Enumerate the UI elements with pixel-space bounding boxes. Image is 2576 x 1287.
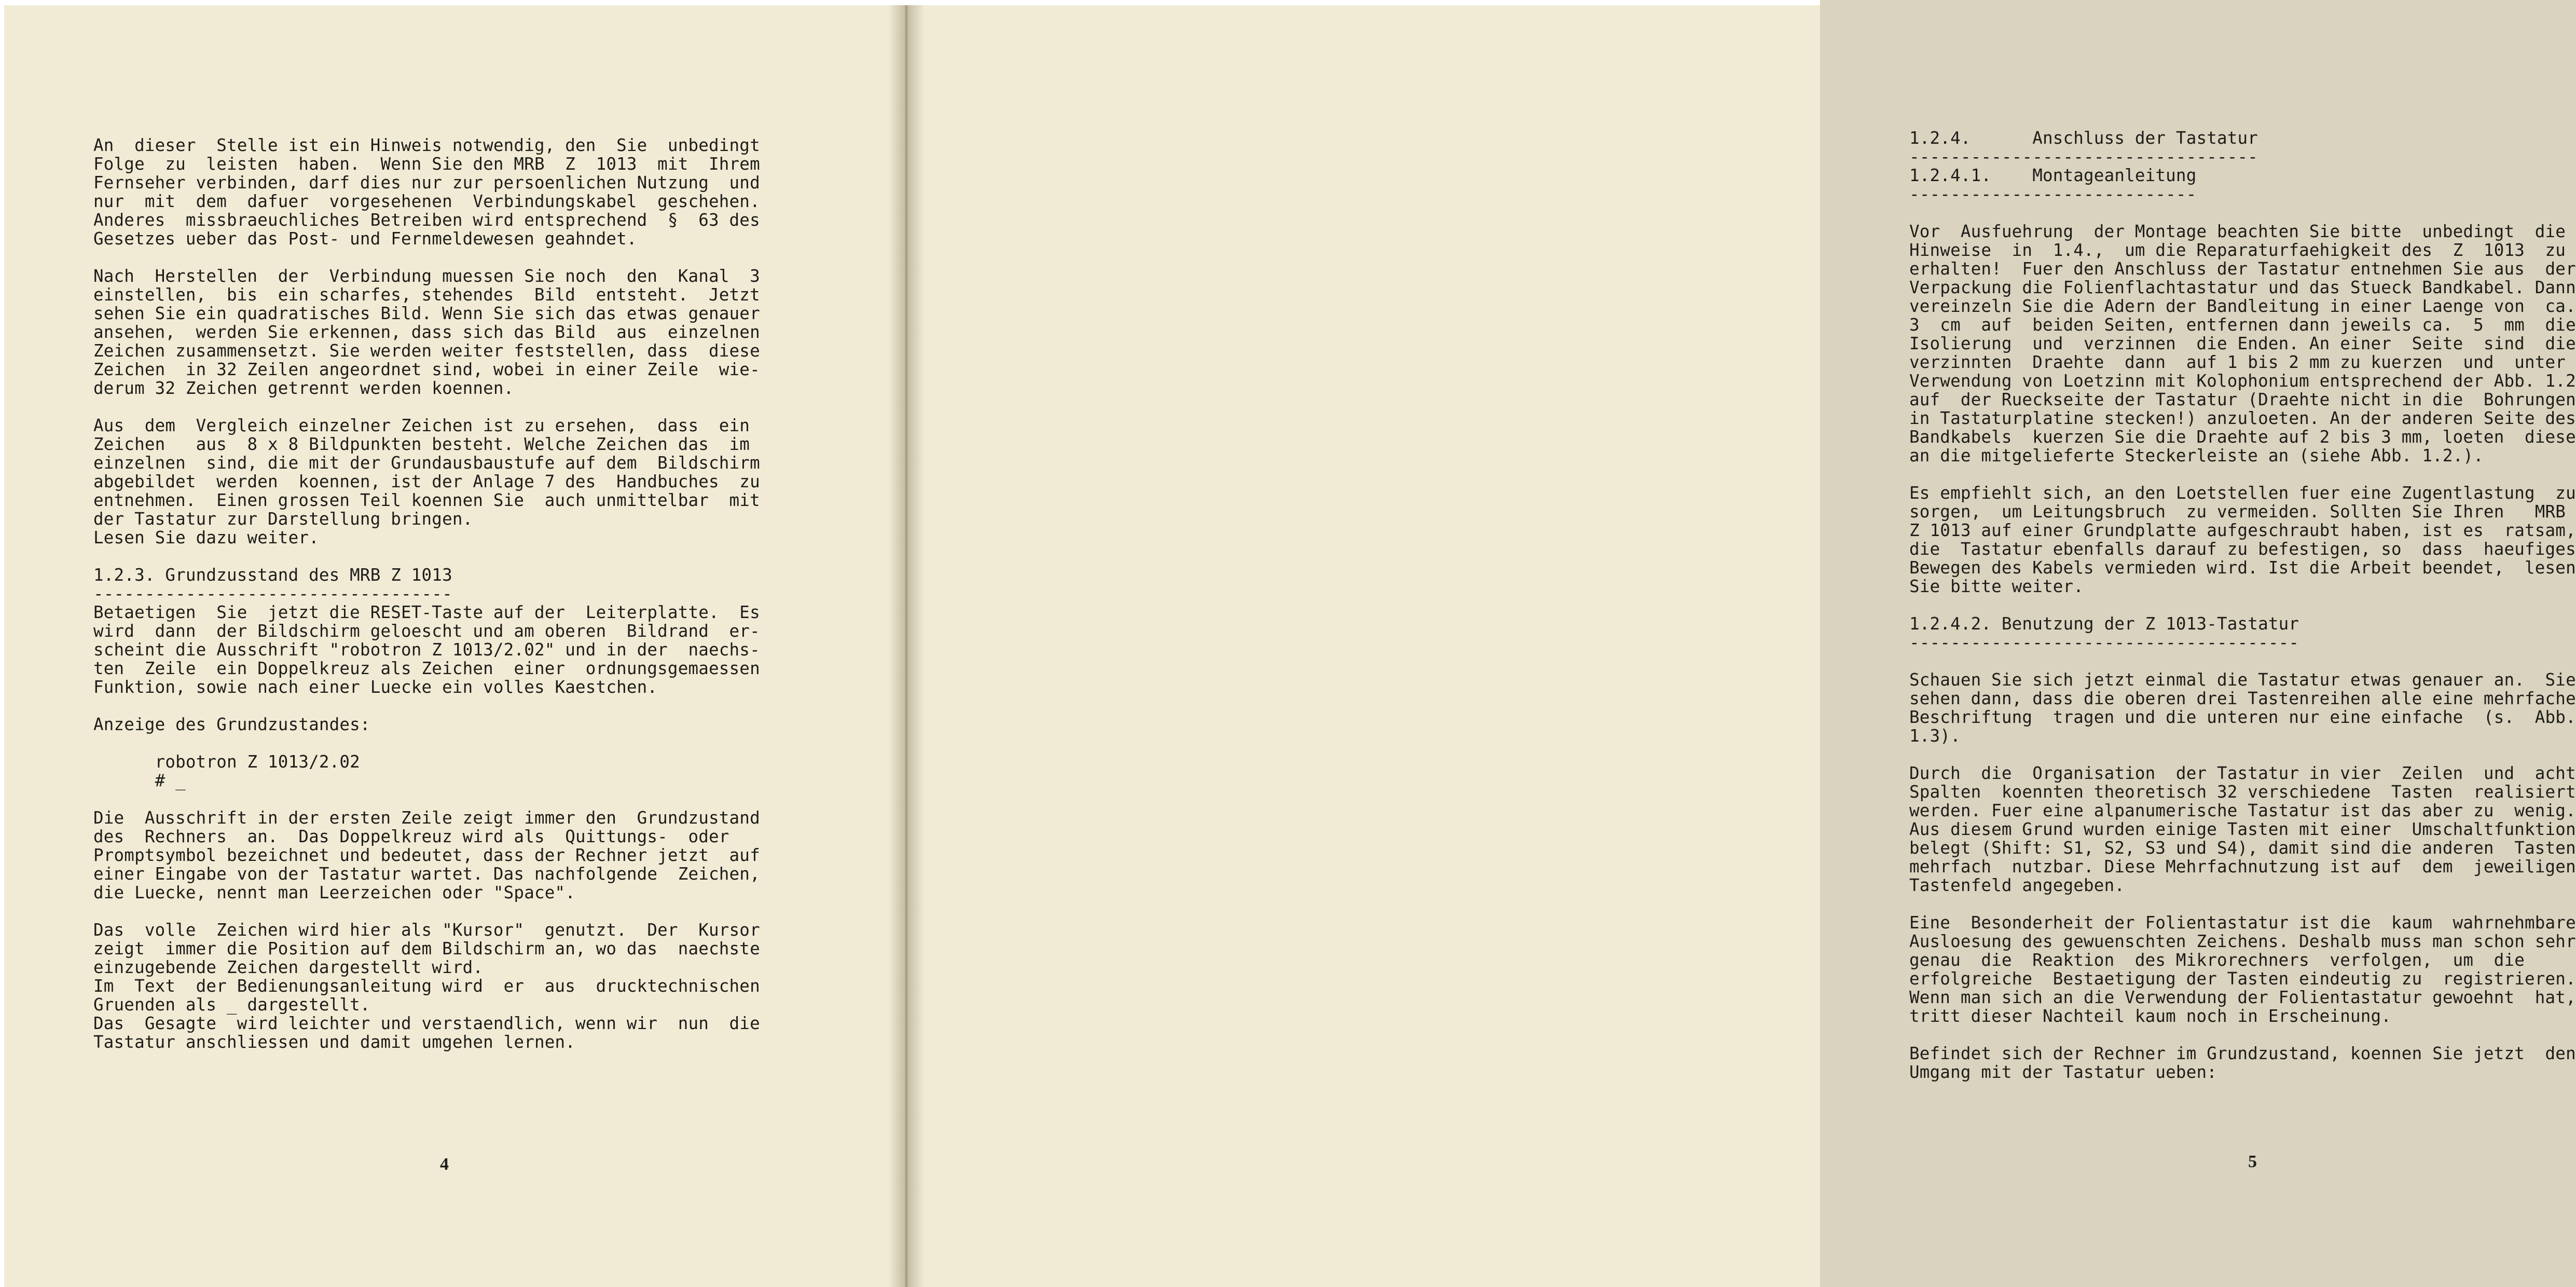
text-line: einzelnen sind, die mit der Grundausbaustufe auf dem Bildschirm — [93, 453, 760, 473]
text-line: Wenn man sich an die Verwendung der Folientastatur gewoehnt hat, — [1909, 988, 2576, 1007]
text-line: ----------------------------------- — [93, 584, 452, 604]
text-line: derum 32 Zeichen getrennt werden koennen. — [93, 378, 514, 398]
text-line — [1909, 745, 2576, 764]
text-line — [1909, 652, 2576, 670]
text-line — [93, 398, 760, 416]
text-line: Hinweise in 1.4., um die Reparaturfaehigkeit des Z 1013 zu — [1909, 240, 2566, 260]
text-line — [93, 248, 760, 267]
text-line: werden. Fuer eine alpanumerische Tastatur ist das aber zu wenig. — [1909, 801, 2576, 820]
text-line — [93, 547, 760, 566]
text-line: 1.2.4.2. Benutzung der Z 1013-Tastatur — [1909, 614, 2299, 634]
text-line: -------------------------------------- — [1909, 633, 2299, 652]
text-line: Im Text der Bedienungsanleitung wird er aus drucktechnischen — [93, 976, 760, 996]
text-line — [93, 734, 760, 752]
text-line: Anzeige des Grundzustandes: — [93, 715, 370, 734]
text-line: Verpackung die Folienflachtastatur und das Stueck Bandkabel. Dann — [1909, 278, 2576, 297]
text-line: Isolierung und verzinnen die Enden. An einer Seite sind die — [1909, 334, 2576, 353]
text-line: Durch die Organisation der Tastatur in vier Zeilen und acht — [1909, 763, 2576, 783]
text-line: vereinzeln Sie die Adern der Bandleitung in einer Laenge von ca. — [1909, 296, 2576, 316]
text-line: 1.2.4. Anschluss der Tastatur — [1909, 128, 2258, 148]
text-line: einzugebende Zeichen dargestellt wird. — [93, 957, 484, 977]
text-line: Bewegen des Kabels vermieden wird. Ist die Arbeit beendet, lesen — [1909, 558, 2576, 578]
text-line: Z 1013 auf einer Grundplatte aufgeschraubt haben, ist es ratsam, — [1909, 521, 2576, 540]
page-number-right: 5 — [2248, 1152, 2257, 1171]
text-line: Promptsymbol bezeichnet und bedeutet, dass der Rechner jetzt auf — [93, 845, 760, 865]
text-line: tritt dieser Nachteil kaum noch in Erscheinung. — [1909, 1006, 2392, 1026]
text-line: An dieser Stelle ist ein Hinweis notwendig, den Sie unbedingt — [93, 135, 760, 155]
text-line: scheint die Ausschrift "robotron Z 1013/2.02" und in der naechs- — [93, 640, 760, 660]
text-line: sehen Sie ein quadratisches Bild. Wenn Sie sich das etwas genauer — [93, 304, 760, 323]
text-line: Beschriftung tragen und die unteren nur eine einfache (s. Abb. — [1909, 707, 2576, 727]
text-line: Umgang mit der Tastatur ueben: — [1909, 1062, 2217, 1082]
text-line: Betaetigen Sie jetzt die RESET-Taste auf der Leiterplatte. Es — [93, 603, 760, 622]
text-line: Folge zu leisten haben. Wenn Sie den MRB Z 1013 mit Ihrem — [93, 154, 760, 174]
text-line: Gruenden als _ dargestellt. — [93, 995, 370, 1015]
text-line: wird dann der Bildschirm geloescht und am oberen Bildrand er- — [93, 621, 760, 641]
text-line: der Tastatur zur Darstellung bringen. — [93, 509, 473, 529]
right-page — [905, 0, 2576, 1287]
text-line: ansehen, werden Sie erkennen, dass sich das Bild aus einzelnen — [93, 322, 760, 342]
text-line: entnehmen. Einen grossen Teil koennen Sie auch unmittelbar mit — [93, 490, 760, 510]
text-line — [1909, 596, 2576, 614]
text-line: Nach Herstellen der Verbindung muessen Sie noch den Kanal 3 — [93, 266, 760, 286]
text-line: einer Eingabe von der Tastatur wartet. Das nachfolgende Zeichen, — [93, 864, 760, 884]
text-line — [93, 696, 760, 715]
scan-edge-top — [0, 0, 1820, 5]
text-line: Zeichen zusammensetzt. Sie werden weiter feststellen, dass diese — [93, 341, 760, 361]
scan-edge-left — [0, 0, 4, 1287]
text-line: in Tastaturplatine stecken!) anzuloeten. An der anderen Seite des — [1909, 408, 2576, 428]
text-line — [93, 790, 760, 809]
text-line: Anderes missbraeuchliches Betreiben wird entsprechend § 63 des — [93, 210, 760, 230]
page-number-left: 4 — [440, 1155, 449, 1174]
text-line: Funktion, sowie nach einer Luecke ein volles Kaestchen. — [93, 677, 658, 697]
text-line — [1909, 1025, 2576, 1044]
text-line: ---------------------------- — [1909, 184, 2197, 204]
text-line: Sie bitte weiter. — [1909, 577, 2084, 596]
text-line: erhalten! Fuer den Anschluss der Tastatur entnehmen Sie aus der — [1909, 259, 2576, 279]
text-line: die Tastatur ebenfalls darauf zu befestigen, so dass haeufiges — [1909, 539, 2576, 559]
text-line: sehen dann, dass die oberen drei Tastenreihen alle eine mehrfache — [1909, 689, 2576, 708]
right-page-text — [1909, 129, 2576, 1081]
text-line: Schauen Sie sich jetzt einmal die Tastatur etwas genauer an. Sie — [1909, 670, 2576, 690]
text-line: Das volle Zeichen wird hier als "Kursor" genutzt. Der Kursor — [93, 920, 760, 940]
text-line: des Rechners an. Das Doppelkreuz wird als Quittungs- oder — [93, 827, 729, 846]
text-line: Aus diesem Grund wurden einige Tasten mit einer Umschaltfunktion — [1909, 819, 2576, 839]
text-line: einstellen, bis ein scharfes, stehendes Bild entsteht. Jetzt — [93, 285, 760, 305]
text-line: Befindet sich der Rechner im Grundzustand, koennen Sie jetzt den — [1909, 1044, 2576, 1063]
text-line: auf der Rueckseite der Tastatur (Draehte nicht in die Bohrungen — [1909, 390, 2576, 409]
text-line — [1909, 895, 2576, 913]
text-line: 1.2.4.1. Montageanleitung — [1909, 166, 2197, 185]
text-line: 1.3). — [1909, 726, 1961, 746]
text-line: Spalten koennten theoretisch 32 verschiedene Tasten realisiert — [1909, 782, 2576, 802]
text-line: Zeichen aus 8 x 8 Bildpunkten besteht. Welche Zeichen das im — [93, 434, 750, 454]
text-line: ten Zeile ein Doppelkreuz als Zeichen einer ordnungsgemaessen — [93, 659, 760, 678]
text-line: 3 cm auf beiden Seiten, entfernen dann jeweils ca. 5 mm die — [1909, 315, 2576, 335]
text-line: 1.2.3. Grundzusstand des MRB Z 1013 — [93, 565, 452, 585]
text-line: Lesen Sie dazu weiter. — [93, 528, 319, 547]
text-line: ---------------------------------- — [1909, 147, 2258, 167]
text-line: sorgen, um Leitungsbruch zu vermeiden. Sollten Sie Ihren MRB — [1909, 502, 2566, 522]
text-line: die Luecke, nennt man Leerzeichen oder "Space". — [93, 883, 576, 902]
text-line — [1909, 203, 2576, 222]
text-line: Tastatur anschliessen und damit umgehen lernen. — [93, 1032, 576, 1052]
text-line — [93, 902, 760, 921]
text-line: zeigt immer die Position auf dem Bildschirm an, wo das naechste — [93, 939, 760, 959]
text-line: # _ — [93, 771, 186, 790]
text-line: abgebildet werden koennen, ist der Anlage 7 des Handbuches zu — [93, 472, 760, 491]
text-line: nur mit dem dafuer vorgesehenen Verbindungskabel geschehen. — [93, 191, 760, 211]
text-line: Die Ausschrift in der ersten Zeile zeigt immer den Grundzustand — [93, 808, 760, 828]
text-line: verzinnten Draehte dann auf 1 bis 2 mm zu kuerzen und unter — [1909, 352, 2566, 372]
text-line: Bandkabels kuerzen Sie die Draehte auf 2 bis 3 mm, loeten diese — [1909, 427, 2576, 447]
text-line: robotron Z 1013/2.02 — [93, 752, 360, 772]
text-line: Tastenfeld angegeben. — [1909, 875, 2125, 895]
text-line: Fernseher verbinden, darf dies nur zur persoenlichen Nutzung und — [93, 173, 760, 193]
text-line: Aus dem Vergleich einzelner Zeichen ist zu ersehen, dass ein — [93, 416, 750, 435]
text-line — [1909, 465, 2576, 484]
left-page — [0, 0, 905, 1287]
text-line: genau die Reaktion des Mikrorechners verfolgen, um die — [1909, 950, 2525, 970]
left-page-text — [93, 136, 760, 1051]
text-line: Das Gesagte wird leichter und verstaendlich, wenn wir nun die — [93, 1014, 760, 1033]
text-line: belegt (Shift: S1, S2, S3 und S4), damit sind die anderen Tasten — [1909, 838, 2576, 858]
book-gutter — [888, 0, 925, 1287]
text-line: mehrfach nutzbar. Diese Mehrfachnutzung ist auf dem jeweiligen — [1909, 857, 2576, 877]
text-line: Vor Ausfuehrung der Montage beachten Sie bitte unbedingt die — [1909, 222, 2566, 241]
text-line: Gesetzes ueber das Post- und Fernmeldewesen geahndet. — [93, 229, 637, 249]
text-line: an die mitgelieferte Steckerleiste an (siehe Abb. 1.2.). — [1909, 446, 2484, 465]
text-line: Ausloesung des gewuenschten Zeichens. Deshalb muss man schon sehr — [1909, 932, 2576, 951]
text-line: Verwendung von Loetzinn mit Kolophonium entsprechend der Abb. 1.2 — [1909, 371, 2576, 391]
text-line: erfolgreiche Bestaetigung der Tasten eindeutig zu registrieren. — [1909, 969, 2576, 989]
text-line: Eine Besonderheit der Folientastatur ist die kaum wahrnehmbare — [1909, 913, 2576, 933]
text-line: Es empfiehlt sich, an den Loetstellen fuer eine Zugentlastung zu — [1909, 483, 2576, 503]
text-line: Zeichen in 32 Zeilen angeordnet sind, wobei in einer Zeile wie- — [93, 360, 760, 379]
